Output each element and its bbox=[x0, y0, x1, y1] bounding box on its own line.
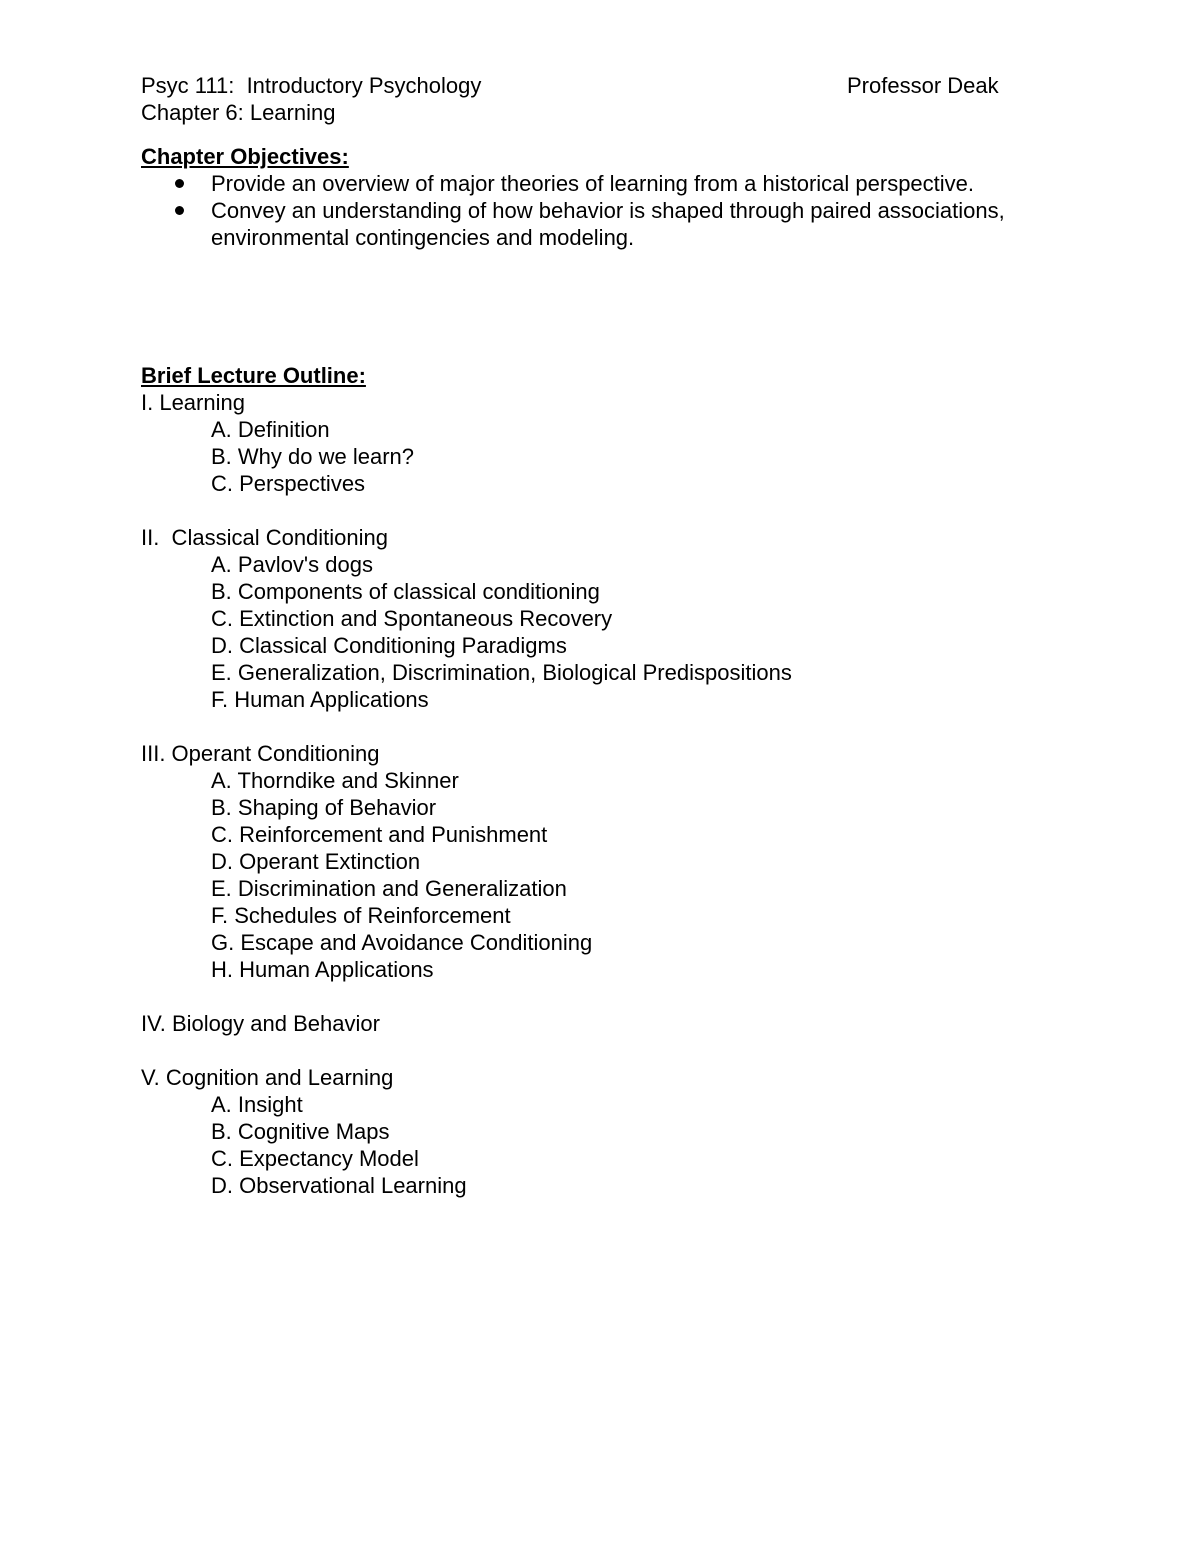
outline-sub-item: F. Human Applications bbox=[211, 687, 429, 712]
outline-section-title: V. Cognition and Learning bbox=[141, 1065, 394, 1090]
outline-sub-item: C. Extinction and Spontaneous Recovery bbox=[211, 606, 613, 631]
outline-sub-item: D. Operant Extinction bbox=[211, 849, 421, 874]
outline-sub-item: F. Schedules of Reinforcement bbox=[211, 903, 511, 928]
outline-sub-item: C. Perspectives bbox=[211, 471, 366, 496]
outline-section bbox=[141, 740, 1041, 983]
outline-sub-item: B. Why do we learn? bbox=[211, 444, 414, 469]
outline-sub-item: C. Reinforcement and Punishment bbox=[211, 822, 548, 847]
outline-section bbox=[141, 524, 1041, 713]
objectives-list bbox=[141, 170, 1041, 251]
outline-heading: Brief Lecture Outline: bbox=[141, 363, 366, 388]
header-row bbox=[141, 72, 1041, 99]
course-title: Psyc 111: Introductory Psychology bbox=[141, 73, 482, 98]
outline-sub-item: B. Components of classical conditioning bbox=[211, 579, 600, 604]
outline-sub-item: D. Observational Learning bbox=[211, 1173, 467, 1198]
professor-name: Professor Deak bbox=[847, 73, 999, 98]
outline-sub-item: A. Definition bbox=[211, 417, 330, 442]
outline-sub-item: A. Pavlov's dogs bbox=[211, 552, 373, 577]
outline-sub-item: G. Escape and Avoidance Conditioning bbox=[211, 930, 593, 955]
objective-item bbox=[141, 170, 1041, 197]
outline-section-title: I. Learning bbox=[141, 390, 245, 415]
objective-text: Convey an understanding of how behavior is shaped through paired associations, environmental contingencies and modeling. bbox=[211, 198, 1005, 250]
document-page bbox=[141, 72, 1041, 1226]
objectives-heading: Chapter Objectives: bbox=[141, 144, 349, 169]
bullet-icon bbox=[175, 179, 184, 188]
chapter-title: Chapter 6: Learning bbox=[141, 100, 336, 125]
outline-sub-item: A. Insight bbox=[211, 1092, 303, 1117]
lecture-outline bbox=[141, 389, 1041, 1199]
objective-text: Provide an overview of major theories of learning from a historical perspective. bbox=[211, 171, 975, 196]
outline-sub-item: A. Thorndike and Skinner bbox=[211, 768, 459, 793]
outline-sub-item: B. Cognitive Maps bbox=[211, 1119, 390, 1144]
outline-section bbox=[141, 1010, 1041, 1037]
objective-item bbox=[141, 197, 1041, 251]
outline-section-title: II. Classical Conditioning bbox=[141, 525, 389, 550]
outline-sub-item: H. Human Applications bbox=[211, 957, 434, 982]
outline-section bbox=[141, 1064, 1041, 1199]
outline-sub-item: E. Generalization, Discrimination, Biological Predispositions bbox=[211, 660, 792, 685]
outline-sub-item: C. Expectancy Model bbox=[211, 1146, 419, 1171]
outline-sub-item: E. Discrimination and Generalization bbox=[211, 876, 567, 901]
outline-section-title: IV. Biology and Behavior bbox=[141, 1011, 380, 1036]
outline-sub-item: B. Shaping of Behavior bbox=[211, 795, 437, 820]
outline-section bbox=[141, 389, 1041, 497]
outline-sub-item: D. Classical Conditioning Paradigms bbox=[211, 633, 567, 658]
outline-section-title: III. Operant Conditioning bbox=[141, 741, 380, 766]
bullet-icon bbox=[175, 206, 184, 215]
